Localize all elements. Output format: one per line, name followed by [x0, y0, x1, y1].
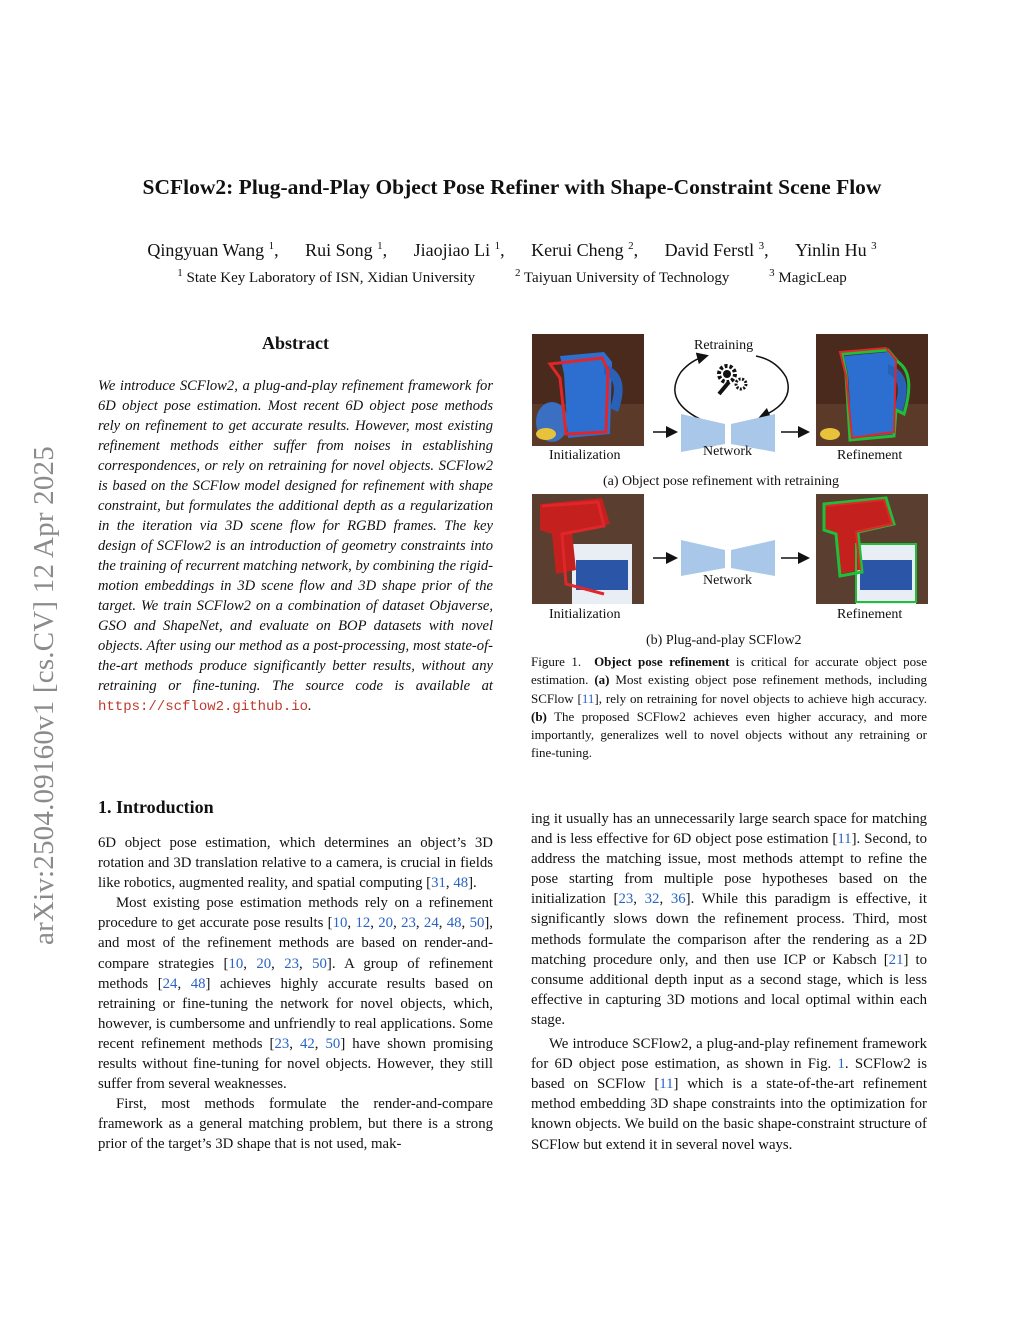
citation-link[interactable]: 23 — [274, 1035, 290, 1052]
retraining-label: Retraining — [694, 338, 754, 353]
abstract-body: We introduce SCFlow2, a plug-and-play refinement framework for 6D object pose estimation. Most recent 6D object pose methods rely on refinement to get accurate results. However, most existing refinement methods either suffer from noises in establishing correspondences, or rely on retraining for novel objects. SCFlow2 is based on the SCFlow model designed for refinement with shape constraint, but formulates the additional depth as a regularization in the iteration via 3D scene flow for RGBD frames. The key design of SCFlow2 is an introduction of geometry constraints into the training of recurrent matching network, by combining the rigid-motion embeddings in 3D scene flow and 3D shape prior of the target. We train SCFlow2 on a combination of dataset Objaverse, GSO and ShapeNet, and evaluate on BOP datasets with novel objects. After using our method as a post-processing, most state-of-the-art methods produce significantly better results, without any retraining or fine-tuning. The source code is available at https://scflow2.github.io. — [98, 378, 493, 715]
citation-link[interactable]: 23 — [618, 891, 634, 908]
citation-link[interactable]: 10 — [228, 955, 244, 972]
citation-link[interactable]: 21 — [888, 951, 904, 968]
intro-paragraph-3: First, most methods formulate the render-and-compare framework as a general matching problem, but there is a strong prior of the target’s 3D shape that is not used, mak- — [98, 1096, 493, 1153]
citation-link[interactable]: 11 — [659, 1076, 674, 1093]
intro-paragraph-1: 6D object pose estimation, which determines an object’s 3D rotation and 3D translation relative to a camera, is crucial in fields like robotics, augmented reality, and spatial computing [31, 48]. — [98, 835, 493, 892]
init-photo-pitcher — [532, 334, 644, 446]
citation-link[interactable]: 48 — [446, 915, 462, 932]
citation-link[interactable]: 32 — [644, 891, 660, 908]
refinement-label-a: Refinement — [837, 448, 903, 463]
network-decoder-shape — [731, 540, 775, 576]
citation-link[interactable]: 36 — [670, 891, 686, 908]
author-list — [0, 240, 1024, 261]
refined-photo-drill — [816, 494, 928, 604]
intro-right-column — [531, 809, 927, 1155]
citation-link[interactable]: 20 — [256, 955, 272, 972]
citation-link[interactable]: 50 — [312, 955, 327, 972]
initialization-label-b: Initialization — [549, 607, 621, 622]
author: Qingyuan Wang $^1$, — [147, 240, 279, 260]
author: Yinlin Hu $^3$ — [795, 240, 877, 260]
subfigure-a-caption: (a) Object pose refinement with retraining — [603, 474, 839, 489]
figure-1-caption: Figure 1. Object pose refinement is critical for accurate object pose estimation. (a) Most existing object pose refinement methods, including SCFlow [11], rely on retraining for novel objects to achieve high accuracy. (b) The proposed SCFlow2 achieves even higher accuracy, and more importantly, generalizes well to novel objects without any retraining or fine-tuning. — [531, 654, 927, 761]
retraining-diagram — [651, 332, 811, 492]
citation-link[interactable]: 50 — [469, 915, 485, 932]
affiliation: $^1$ State Key Laboratory of ISN, Xidian University — [177, 267, 476, 286]
citation-link[interactable]: 11 — [837, 831, 852, 848]
network-label-b: Network — [703, 573, 752, 588]
init-photo-drill — [532, 494, 644, 604]
intro-left-column — [98, 833, 493, 1155]
affiliation-list — [0, 267, 1024, 287]
affiliation: $^3$ MagicLeap — [769, 267, 847, 286]
arxiv-sidebar-id: arXiv:2504.09160v1 [cs.CV] 12 Apr 2025 — [28, 446, 60, 945]
author: Rui Song $^1$, — [305, 240, 388, 260]
abstract-heading: Abstract — [262, 333, 329, 353]
citation-link[interactable]: 20 — [378, 915, 394, 932]
refined-photo-pitcher — [816, 334, 928, 446]
intro-paragraph-4: We introduce SCFlow2, a plug-and-play refinement framework for 6D object pose estimation, as shown in Fig. 1. SCFlow2 is based on SCFlow [11] which is a state-of-the-art refinement method embedding 3D shape constraints into the optimization for known objects. We build on the basic shape-constraint structure of SCFlow but extend it in several novel ways. — [531, 1036, 927, 1153]
initialization-label-a: Initialization — [549, 448, 621, 463]
intro-paragraph-continued: ing it usually has an unnecessarily large search space for matching and is less effective for 6D object pose estimation [11]. Second, to address the matching issue, most methods attempt to refine the pose starting from multiple pose hypotheses based on the initialization [23, 32, 36]. While this paradigm is effective, it significantly slows down the refinement process. Third, most methods formulate the comparison after the rendering as a 2D matching procedure only, and then use ICP or Kabsch [21] to consume additional depth input as a second stage, which is less effective in capturing 3D motions and local optimal within each stage. — [531, 811, 928, 1028]
figure-link[interactable]: 1 — [837, 1056, 845, 1073]
author: Jiaojiao Li $^1$, — [413, 240, 505, 260]
network-label-a: Network — [703, 444, 752, 459]
citation-link[interactable]: 24 — [162, 975, 178, 992]
citation-link[interactable]: 48 — [190, 975, 206, 992]
citation-link[interactable]: 50 — [325, 1035, 341, 1052]
citation-link[interactable]: 31 — [431, 875, 446, 892]
author: Kerui Cheng $^2$, — [531, 240, 639, 260]
citation-link[interactable]: 12 — [355, 915, 371, 932]
citation-link[interactable]: 24 — [423, 915, 439, 932]
intro-paragraph-2: Most existing pose estimation methods rely on a refinement procedure to get accurate pose results [10, 12, 20, 23, 24, 48, 50], and most of the refinement methods are based on render-and-compare strategies [10, 20, 23, 50]. A group of refinement methods [24, 48] achieves highly accurate results based on retraining or fine-tuning the network for novel objects, which, however, is cumbersome and unfriendly to real applications. Some recent refinement methods [23, 42, 50] have shown promising results without fine-tuning for novel objects. However, they still suffer from several weaknesses. — [98, 895, 494, 1093]
section-heading-introduction: 1. Introduction — [98, 797, 214, 817]
author: David Ferstl $^3$, — [664, 240, 769, 260]
code-url-link[interactable]: https://scflow2.github.io — [98, 699, 309, 715]
citation-link[interactable]: 23 — [284, 955, 300, 972]
affiliation: $^2$ Taiyuan University of Technology — [514, 267, 730, 286]
citation-link[interactable]: 42 — [299, 1035, 315, 1052]
citation-link[interactable]: 10 — [332, 915, 348, 932]
subfigure-b-caption: (b) Plug-and-play SCFlow2 — [646, 633, 802, 648]
refinement-label-b: Refinement — [837, 607, 903, 622]
citation-link[interactable]: 11 — [581, 690, 595, 706]
paper-title: SCFlow2: Plug-and-Play Object Pose Refiner with Shape-Constraint Scene Flow — [142, 175, 882, 199]
citation-link[interactable]: 23 — [401, 915, 416, 932]
gear-wrench-icon — [719, 366, 746, 394]
figure-1 — [531, 332, 929, 652]
citation-link[interactable]: 48 — [453, 875, 469, 892]
network-encoder-shape — [681, 540, 725, 576]
